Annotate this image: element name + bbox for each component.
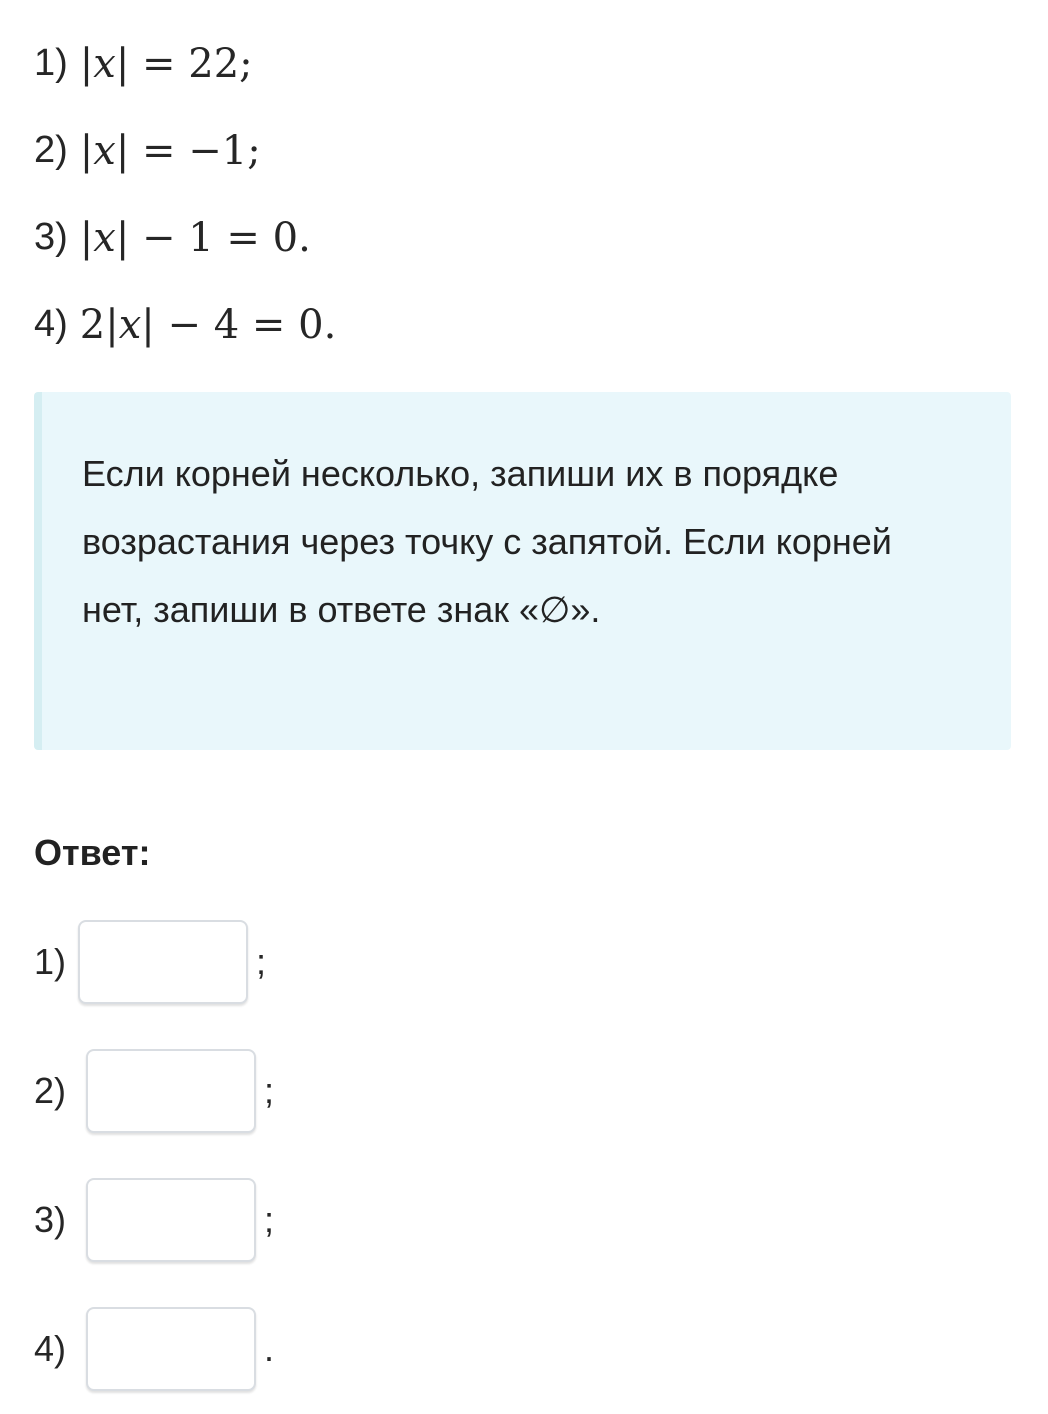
equation-variable: x [93, 214, 116, 261]
equation-number: 1) [34, 42, 68, 84]
answer-input-1[interactable] [78, 920, 248, 1004]
answer-separator: ; [264, 1199, 275, 1240]
equation-number: 4) [34, 303, 68, 345]
hint-box [34, 392, 1011, 750]
equation-number: 3) [34, 216, 68, 258]
answer-row-4 [34, 1305, 274, 1393]
answer-row-1 [34, 918, 266, 1006]
answer-separator: ; [256, 941, 267, 982]
answer-separator: . [264, 1328, 275, 1369]
answer-input-2[interactable] [86, 1049, 256, 1133]
equation-variable: x [93, 40, 116, 87]
equation-variable: x [118, 301, 142, 348]
answer-label: Ответ: [34, 832, 151, 873]
equation-part: | [79, 40, 94, 87]
equation-expression [80, 215, 311, 261]
equation-expression [80, 128, 261, 174]
equation-4 [34, 281, 336, 368]
answer-number: 1) [34, 941, 67, 982]
equation-1 [34, 20, 336, 107]
answer-input-3[interactable] [86, 1178, 256, 1262]
equation-part: | [79, 127, 94, 174]
equation-3 [34, 194, 336, 281]
equation-number: 2) [34, 129, 68, 171]
equation-part: | = 22; [115, 40, 253, 87]
equation-variable: x [93, 127, 116, 174]
equation-2 [34, 107, 336, 194]
equation-list [34, 20, 336, 368]
answer-separator: ; [264, 1070, 275, 1111]
equation-part: | − 4 = 0. [141, 301, 337, 348]
answer-row-2 [34, 1047, 274, 1135]
equation-part: | − 1 = 0. [115, 214, 311, 261]
answer-number: 3) [34, 1199, 67, 1240]
answer-row-3 [34, 1176, 274, 1264]
answer-number: 2) [34, 1070, 67, 1111]
answer-number: 4) [34, 1328, 67, 1369]
equation-expression [80, 41, 253, 87]
hint-text: Если корней несколько, запиши их в порядке возрастания через точку с запятой. Если корней нет, запиши в ответе знак «∅». [82, 453, 892, 630]
equation-expression [80, 302, 336, 348]
equation-part: | [79, 214, 94, 261]
answer-input-4[interactable] [86, 1307, 256, 1391]
equation-part: | = −1; [115, 127, 261, 174]
equation-part: 2| [79, 301, 119, 348]
